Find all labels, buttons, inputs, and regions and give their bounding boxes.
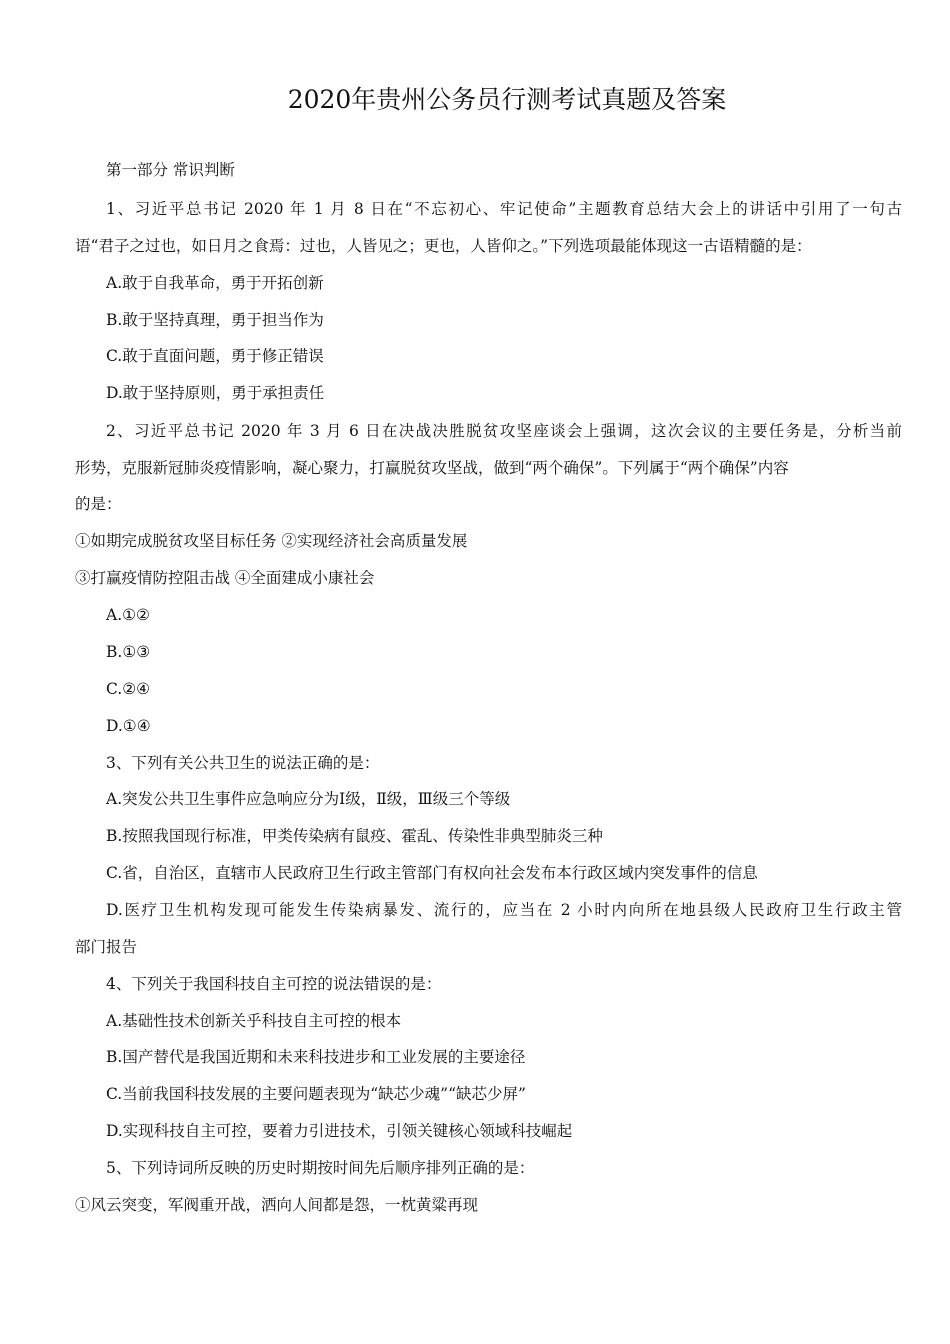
q3-option-b: B.按照我国现行标准，甲类传染病有鼠疫、霍乱、传染性非典型肺炎三种 [106,827,603,845]
q3-option-a: A.突发公共卫生事件应急响应分为Ⅰ级，Ⅱ级，Ⅲ级三个等级 [106,790,511,808]
q2-option-b: B.①③ [106,643,151,661]
q3-stem: 3、下列有关公共卫生的说法正确的是： [106,754,380,772]
q1-stem-line1: 1、习近平总书记 2020 年 1 月 8 日在“不忘初心、牢记使命”主题教育总结大会上的讲话中引用了一句古 [106,200,902,218]
q5-stem: 5、下列诗词所反映的历史时期按时间先后顺序排列正确的是： [106,1159,535,1177]
q3-option-d-line2: 部门报告 [75,938,138,956]
q3-option-d-line1: D.医疗卫生机构发现可能发生传染病暴发、流行的，应当在 2 小时内向所在地县级人民政府卫生行政主管 [106,901,902,919]
section-heading: 第一部分 常识判断 [106,161,235,179]
q1-stem-line2: 语“君子之过也，如日月之食焉：过也，人皆见之；更也，人皆仰之。”下列选项最能体现这一古语精髓的是： [75,237,812,255]
q2-items-line1: ①如期完成脱贫攻坚目标任务 ②实现经济社会高质量发展 [75,532,468,550]
q1-option-d: D.敢于坚持原则，勇于承担责任 [106,384,325,402]
q2-option-c: C.②④ [106,680,151,698]
q1-option-b: B.敢于坚持真理，勇于担当作为 [106,311,324,329]
q3-option-c: C.省，自治区，直辖市人民政府卫生行政主管部门有权向社会发布本行政区域内突发事件的信息 [106,864,758,882]
q2-option-d: D.①④ [106,717,151,735]
q1-option-a: A.敢于自我革命，勇于开拓创新 [106,274,324,292]
q4-option-a: A.基础性技术创新关乎科技自主可控的根本 [106,1012,402,1030]
q4-stem: 4、下列关于我国科技自主可控的说法错误的是： [106,975,442,993]
q5-item-1: ①风云突变，军阀重开战，洒向人间都是怨，一枕黄粱再现 [75,1196,479,1214]
q4-option-b: B.国产替代是我国近期和未来科技进步和工业发展的主要途径 [106,1048,526,1066]
q2-items-line2: ③打赢疫情防控阻击战 ④全面建成小康社会 [75,569,375,587]
document-title: 2020年贵州公务员行测考试真题及答案 [287,85,727,114]
q4-option-c: C.当前我国科技发展的主要问题表现为“缺芯少魂”“缺芯少屏” [106,1085,526,1103]
q4-option-d: D.实现科技自主可控，要着力引进技术，引领关键核心领域科技崛起 [106,1122,573,1140]
q2-option-a: A.①② [106,606,150,624]
q1-option-c: C.敢于直面问题，勇于修正错误 [106,347,324,365]
q2-stem-line1: 2、习近平总书记 2020 年 3 月 6 日在决战决胜脱贫攻坚座谈会上强调，这次会议的主要任务是，分析当前 [106,422,902,440]
q2-stem-line3: 的是： [75,495,122,513]
q2-stem-line2: 形势，克服新冠肺炎疫情影响，凝心聚力，打赢脱贫攻坚战，做到“两个确保”。下列属于“两个确保”内容 [75,459,789,477]
